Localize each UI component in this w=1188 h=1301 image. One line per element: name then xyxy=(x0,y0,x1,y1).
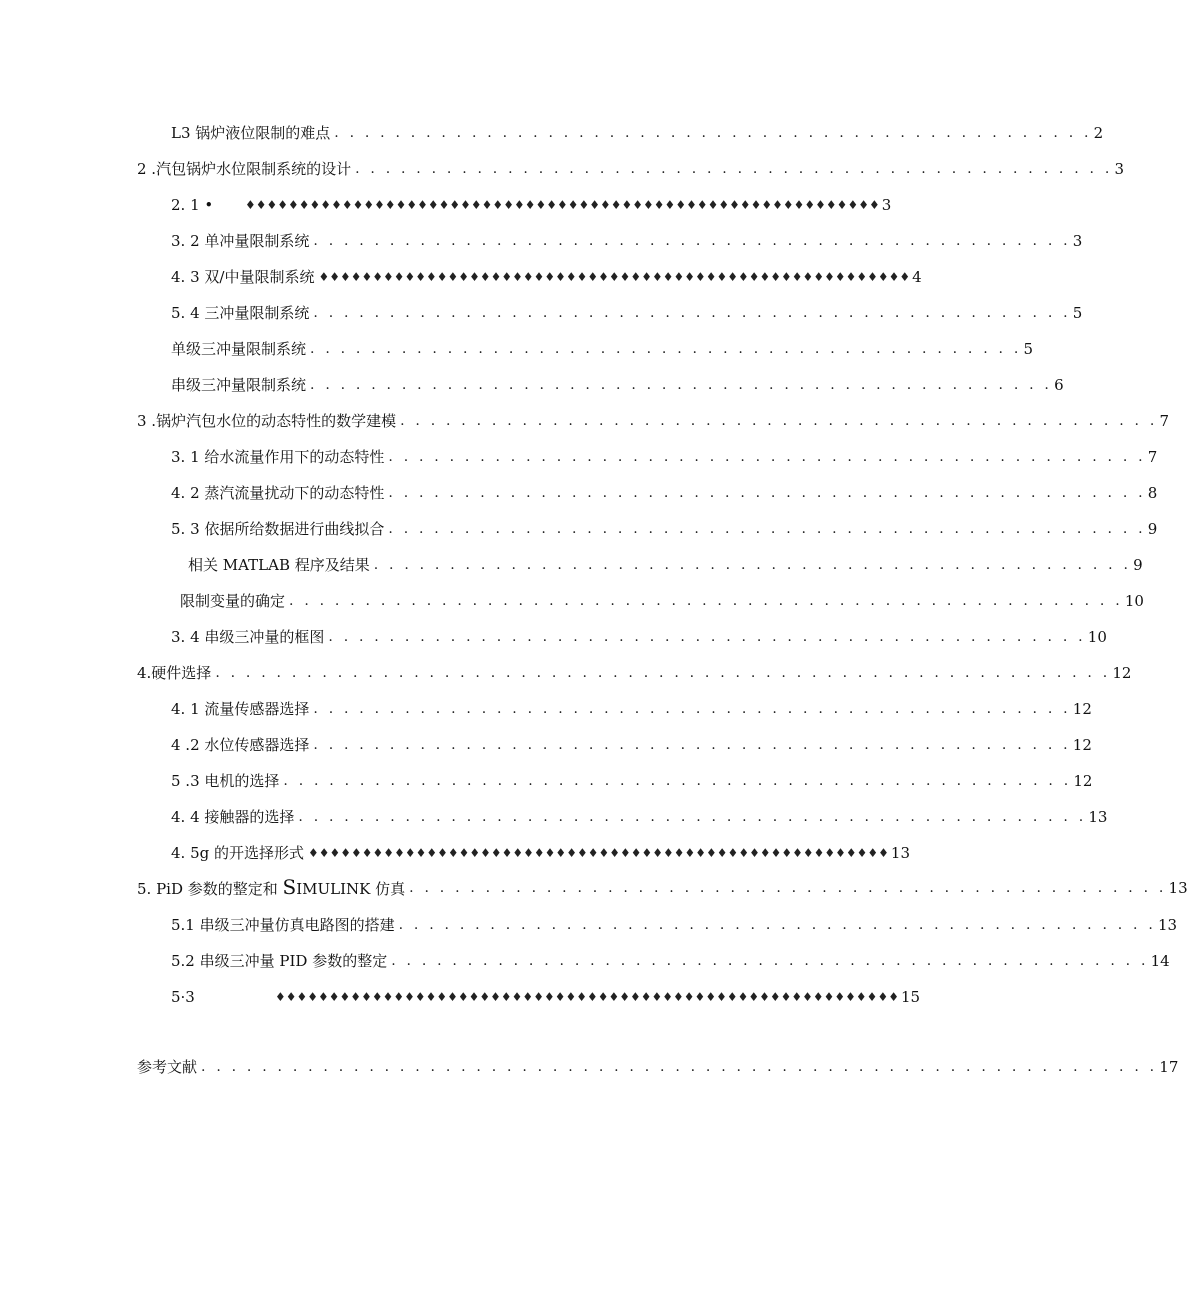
toc-entry-title: 4. 5g 的开选择形式 xyxy=(171,844,304,862)
toc-entry-title: 单级三冲量限制系统 xyxy=(171,340,307,358)
toc-entry xyxy=(137,661,1132,685)
toc-entry xyxy=(171,121,1104,145)
toc-entry-leader: . . . . . . . . . . . . . . . . . . . . . . . . . . . . . . . . . . . . . . . . . . . . . . . . . . xyxy=(409,880,1167,896)
toc-entry-title: 5.1 串级三冲量仿真电路图的搭建 xyxy=(171,916,395,934)
toc-entry-leader: . . . . . . . . . . . . . . . . . . . . . . . . . . . . . . . . . . . . . . . . . . . . . . . . . . xyxy=(398,917,1156,933)
toc-entry-page: 9 xyxy=(1133,556,1143,574)
toc-entry xyxy=(171,229,1083,253)
toc-entry xyxy=(171,193,892,217)
toc-entry-page: 7 xyxy=(1159,412,1170,430)
toc-entry-page: 13 xyxy=(890,844,911,862)
toc-entry-page: 13 xyxy=(1088,808,1108,826)
toc-entry-leader: . . . . . . . . . . . . . . . . . . . . . . . . . . . . . . . . . . . . . . . . . . . . . . . xyxy=(310,341,1022,357)
toc-entry-title: L3 锅炉液位限制的难点 xyxy=(171,124,331,142)
toc-entry-title: 限制变量的确定 xyxy=(180,592,286,610)
toc-entry-leader: ♦♦♦♦♦♦♦♦♦♦♦♦♦♦♦♦♦♦♦♦♦♦♦♦♦♦♦♦♦♦♦♦♦♦♦♦♦♦♦♦♦♦♦♦♦♦♦♦♦♦♦♦♦♦♦♦♦♦ xyxy=(275,990,899,1004)
toc-entry-leader: . . . . . . . . . . . . . . . . . . . . . . . . . . . . . . . . . . . . . . . . . . . . . . . . . . . . . . . . . . . . . . . xyxy=(201,1059,1158,1075)
toc-entry-page: 10 xyxy=(1124,592,1144,610)
toc-entry-page: 15 xyxy=(900,988,921,1006)
toc-entry-title: 2. 1 • xyxy=(171,196,214,214)
toc-entry-page: 3 xyxy=(1072,232,1083,250)
toc-entry-page: 5 xyxy=(1023,340,1034,358)
toc-entry-page: 8 xyxy=(1147,484,1158,502)
toc-entry-page: 14 xyxy=(1150,952,1170,970)
toc-entry-leader: . . . . . . . . . . . . . . . . . . . . . . . . . . . . . . . . . . . . . . . . . . . . . . . . . . xyxy=(313,737,1071,753)
toc-entry-leader: . . . . . . . . . . . . . . . . . . . . . . . . . . . . . . . . . . . . . . . . . . . . . . . . . . xyxy=(313,701,1071,717)
toc-entry-page: 13 xyxy=(1168,879,1188,897)
toc-entry-title-initial: S xyxy=(282,875,297,899)
toc-entry xyxy=(171,481,1158,505)
toc-entry xyxy=(171,985,921,1009)
toc-entry xyxy=(171,517,1158,541)
toc-entry xyxy=(171,913,1178,937)
toc-entry-title: 5.2 串级三冲量 PID 参数的整定 xyxy=(171,952,388,970)
toc-entry-page: 17 xyxy=(1159,1058,1179,1076)
toc-entry-title: 5·3 xyxy=(171,988,195,1006)
toc-entry-title: 3. 2 单冲量限制系统 xyxy=(171,232,310,250)
toc-entry xyxy=(171,373,1064,397)
toc-entry xyxy=(171,949,1170,973)
toc-entry-leader: . . . . . . . . . . . . . . . . . . . . . . . . . . . . . . . . . . . . . . . . . . . . . . . . . . xyxy=(388,521,1146,537)
toc-entry-page: 12 xyxy=(1073,772,1093,790)
toc-entry-title: 4 .2 水位传感器选择 xyxy=(171,736,310,754)
toc-entry xyxy=(171,805,1108,829)
toc-entry xyxy=(180,589,1144,613)
toc-entry-title: 参考文献 xyxy=(137,1058,198,1076)
toc-entry-leader: . . . . . . . . . . . . . . . . . . . . . . . . . . . . . . . . . . . . . . . . . . . . . . . . . . xyxy=(328,629,1086,645)
toc-entry-page: 12 xyxy=(1072,700,1092,718)
toc-entry-leader: ♦♦♦♦♦♦♦♦♦♦♦♦♦♦♦♦♦♦♦♦♦♦♦♦♦♦♦♦♦♦♦♦♦♦♦♦♦♦♦♦♦♦♦♦♦♦♦♦♦♦♦♦♦♦♦ xyxy=(318,270,911,284)
toc-entry-title: 4.硬件选择 xyxy=(137,664,212,682)
toc-entry-leader: . . . . . . . . . . . . . . . . . . . . . . . . . . . . . . . . . . . . . . . . . . . . . . . . . . . . xyxy=(298,809,1087,825)
toc-entry-title xyxy=(137,875,409,901)
toc-entry-page: 13 xyxy=(1158,916,1178,934)
toc-entry xyxy=(171,769,1093,793)
toc-entry-title: 5. 4 三冲量限制系统 xyxy=(171,304,310,322)
toc-entry-leader: . . . . . . . . . . . . . . . . . . . . . . . . . . . . . . . . . . . . . . . . . . . . . . . . . . . . xyxy=(283,773,1072,789)
toc-entry xyxy=(137,1055,1179,1079)
toc-entry-title: 3. 1 给水流量作用下的动态特性 xyxy=(171,448,385,466)
toc-entry-title: 2 .汽包锅炉水位限制系统的设计 xyxy=(137,160,352,178)
toc-entry-page: 10 xyxy=(1087,628,1107,646)
toc-entry xyxy=(188,553,1143,577)
toc-entry-title-prefix: 5. PiD 参数的整定和 xyxy=(137,880,283,898)
toc-entry-title: 4. 2 蒸汽流量扰动下的动态特性 xyxy=(171,484,385,502)
toc-entry-title: 4. 1 流量传感器选择 xyxy=(171,700,310,718)
toc-entry-page: 3 xyxy=(881,196,892,214)
toc-entry-leader: . . . . . . . . . . . . . . . . . . . . . . . . . . . . . . . . . . . . . . . . . . . . . . . . . . xyxy=(355,161,1113,177)
toc-entry-leader: . . . . . . . . . . . . . . . . . . . . . . . . . . . . . . . . . . . . . . . . . . . . . . . . . . xyxy=(388,449,1146,465)
toc-entry-leader: . . . . . . . . . . . . . . . . . . . . . . . . . . . . . . . . . . . . . . . . . . . . . . . . . . . . . . . . . . . xyxy=(215,665,1111,681)
toc-entry xyxy=(171,625,1107,649)
toc-entry-leader: . . . . . . . . . . . . . . . . . . . . . . . . . . . . . . . . . . . . . . . . . . . . . . . . . . xyxy=(400,413,1158,429)
toc-entry-leader: ♦♦♦♦♦♦♦♦♦♦♦♦♦♦♦♦♦♦♦♦♦♦♦♦♦♦♦♦♦♦♦♦♦♦♦♦♦♦♦♦♦♦♦♦♦♦♦♦♦♦♦♦♦♦ xyxy=(308,846,889,860)
toc-entry-title: 3 .锅炉汽包水位的动态特性的数学建模 xyxy=(137,412,397,430)
toc-entry-title: 4. 3 双/中量限制系统 xyxy=(171,268,315,286)
toc-entry-title: 相关 MATLAB 程序及结果 xyxy=(188,556,370,574)
toc-entry-title-suffix: IMULINK 仿真 xyxy=(296,880,406,898)
toc-entry-page: 6 xyxy=(1054,376,1064,394)
toc-entry-title: 串级三冲量限制系统 xyxy=(171,376,307,394)
toc-entry-title: 4. 4 接触器的选择 xyxy=(171,808,295,826)
toc-entry-page: 12 xyxy=(1072,736,1092,754)
toc-entry xyxy=(137,157,1125,181)
toc-entry-leader: . . . . . . . . . . . . . . . . . . . . . . . . . . . . . . . . . . . . . . . . . . . . . . . . . . xyxy=(388,485,1146,501)
toc-entry-page: 2 xyxy=(1093,124,1104,142)
toc-entry-leader: . . . . . . . . . . . . . . . . . . . . . . . . . . . . . . . . . . . . . . . . . . . . . . . . . xyxy=(310,377,1053,393)
toc-entry-title: 5. 3 依据所给数据进行曲线拟合 xyxy=(171,520,385,538)
toc-entry-page: 12 xyxy=(1112,664,1132,682)
toc-entry xyxy=(137,409,1170,433)
toc-entry-page: 5 xyxy=(1072,304,1083,322)
toc-entry-leader: . . . . . . . . . . . . . . . . . . . . . . . . . . . . . . . . . . . . . . . . . . . . . . . . . . xyxy=(313,305,1071,321)
toc-entry-leader: ♦♦♦♦♦♦♦♦♦♦♦♦♦♦♦♦♦♦♦♦♦♦♦♦♦♦♦♦♦♦♦♦♦♦♦♦♦♦♦♦♦♦♦♦♦♦♦♦♦♦♦♦♦♦♦♦♦♦♦ xyxy=(245,198,880,212)
toc-entry-title: 3. 4 串级三冲量的框图 xyxy=(171,628,325,646)
toc-entry-leader: . . . . . . . . . . . . . . . . . . . . . . . . . . . . . . . . . . . . . . . . . . . . . . . . . . xyxy=(334,125,1092,141)
toc-entry xyxy=(137,875,1188,901)
toc-entry-leader: . . . . . . . . . . . . . . . . . . . . . . . . . . . . . . . . . . . . . . . . . . . . . . . . . . xyxy=(391,953,1149,969)
toc-entry xyxy=(171,697,1092,721)
toc-entry xyxy=(171,841,911,865)
toc-entry xyxy=(171,265,922,289)
toc-entry xyxy=(171,337,1034,361)
toc-entry xyxy=(171,445,1158,469)
toc-entry-title: 5 .3 电机的选择 xyxy=(171,772,280,790)
toc-entry-leader: . . . . . . . . . . . . . . . . . . . . . . . . . . . . . . . . . . . . . . . . . . . . . . . . . . xyxy=(313,233,1071,249)
toc-entry-page: 4 xyxy=(912,268,922,286)
toc-entry-page: 9 xyxy=(1147,520,1158,538)
toc-entry-leader: . . . . . . . . . . . . . . . . . . . . . . . . . . . . . . . . . . . . . . . . . . . . . . . . . . . . . . . xyxy=(289,593,1123,609)
toc-entry-leader: . . . . . . . . . . . . . . . . . . . . . . . . . . . . . . . . . . . . . . . . . . . . . . . . . . xyxy=(373,557,1132,573)
toc-entry-page: 7 xyxy=(1147,448,1158,466)
toc-entry xyxy=(171,733,1092,757)
toc-entry-page: 3 xyxy=(1114,160,1125,178)
toc-entry xyxy=(171,301,1083,325)
